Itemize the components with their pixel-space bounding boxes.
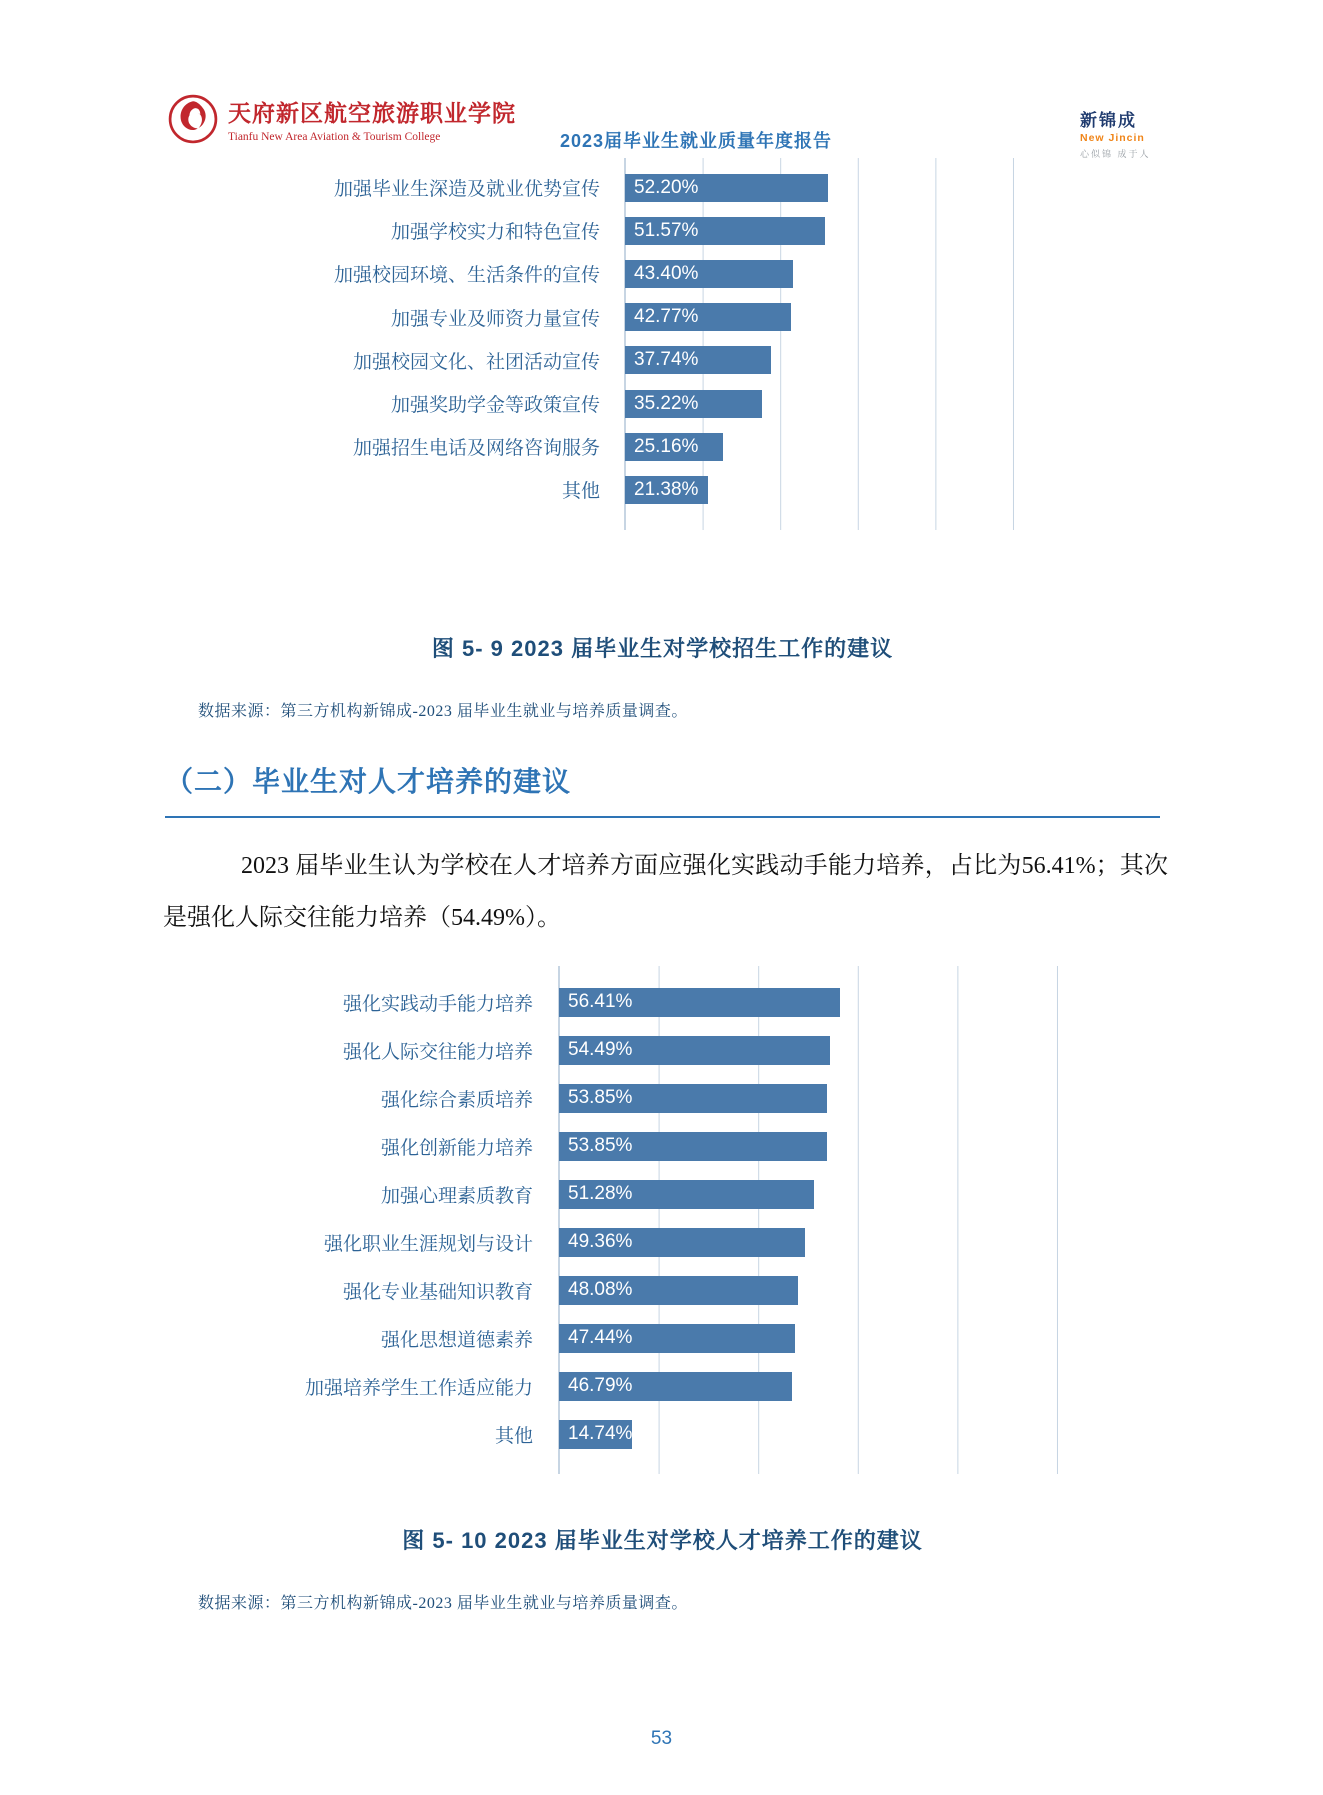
body-paragraph: 2023 届毕业生认为学校在人才培养方面应强化实践动手能力培养，占比为56.41%；其次是强化人际交往能力培养（54.49%）。 — [163, 853, 1168, 931]
brand-name-en: New Jincin — [1080, 132, 1145, 144]
bar-value-label: 35.22% — [634, 392, 699, 414]
category-label: 加强校园环境、生活条件的宣传 — [333, 265, 600, 287]
bar — [559, 1324, 795, 1353]
bar — [625, 303, 791, 331]
bar-row — [625, 382, 1013, 425]
bar-value-label: 53.85% — [568, 1135, 633, 1156]
bar — [559, 1132, 827, 1161]
college-name-cn: 天府新区航空旅游职业学院 — [228, 101, 516, 126]
bar-row — [559, 1026, 1057, 1074]
bar — [559, 1372, 792, 1401]
category-label: 强化创新能力培养 — [380, 1137, 533, 1159]
bar-value-label: 49.36% — [568, 1231, 633, 1252]
bar-value-label: 51.57% — [634, 219, 699, 241]
category-label: 加强校园文化、社团活动宣传 — [352, 351, 600, 373]
college-name-en: Tianfu New Area Aviation & Tourism College — [228, 131, 441, 143]
bar-value-label: 56.41% — [568, 991, 633, 1012]
bar-row — [625, 209, 1013, 252]
category-label: 加强奖助学金等政策宣传 — [390, 395, 600, 417]
figure-5-9-caption: 图 5- 9 2023 届毕业生对学校招生工作的建议 — [431, 636, 894, 661]
category-label: 其他 — [561, 481, 600, 503]
bar-row — [625, 339, 1013, 382]
bar-value-label: 46.79% — [568, 1375, 633, 1396]
bar-row — [625, 296, 1013, 339]
bar — [559, 1180, 814, 1209]
bar — [625, 346, 771, 374]
bar-row — [559, 1074, 1057, 1122]
bar-value-label: 47.44% — [568, 1327, 633, 1348]
bar-row — [625, 166, 1013, 209]
category-label: 加强招生电话及网络咨询服务 — [352, 438, 600, 460]
category-label: 强化实践动手能力培养 — [342, 993, 533, 1015]
bar-row — [559, 1362, 1057, 1410]
bar-value-label: 53.85% — [568, 1087, 633, 1108]
bar-row — [625, 425, 1013, 468]
bar-value-label: 51.28% — [568, 1183, 633, 1204]
figure-5-10-caption: 图 5- 10 2023 届毕业生对学校人才培养工作的建议 — [402, 1528, 923, 1553]
section-heading: （二）毕业生对人才培养的建议 — [165, 766, 572, 797]
bar — [559, 988, 840, 1017]
bar — [559, 1036, 830, 1065]
brand-logo — [1080, 106, 1151, 160]
heading-divider — [165, 816, 1160, 818]
cultivation-chart-plot-area — [558, 966, 1058, 1474]
bar-row — [559, 1218, 1057, 1266]
college-name-block — [228, 95, 516, 143]
bar-value-label: 42.77% — [634, 306, 699, 328]
category-label: 强化专业基础知识教育 — [342, 1281, 533, 1303]
category-label: 强化职业生涯规划与设计 — [323, 1233, 533, 1255]
bar — [625, 260, 793, 288]
admissions-chart-category-labels — [165, 158, 612, 512]
college-phoenix-logo-icon — [168, 94, 218, 144]
bar — [625, 174, 828, 202]
bar-row — [625, 468, 1013, 511]
category-label: 强化思想道德素养 — [380, 1329, 533, 1351]
bar — [625, 390, 762, 418]
category-label: 加强学校实力和特色宣传 — [390, 222, 600, 244]
category-label: 加强心理素质教育 — [380, 1185, 533, 1207]
bar — [625, 433, 723, 461]
bar-row — [559, 1266, 1057, 1314]
category-label: 强化人际交往能力培养 — [342, 1041, 533, 1063]
brand-name-cn: 新锦成 — [1080, 111, 1137, 130]
bar-row — [559, 978, 1057, 1026]
bar — [625, 476, 708, 504]
bar-row — [559, 1170, 1057, 1218]
category-label: 加强专业及师资力量宣传 — [390, 308, 600, 330]
college-header — [168, 94, 516, 144]
category-label: 加强毕业生深造及就业优势宣传 — [333, 179, 600, 201]
report-title: 2023届毕业生就业质量年度报告 — [560, 131, 833, 151]
bar — [559, 1084, 827, 1113]
bar — [625, 217, 825, 245]
bar-value-label: 54.49% — [568, 1039, 633, 1060]
bar-value-label: 14.74% — [568, 1423, 633, 1444]
bar-value-label: 48.08% — [568, 1279, 633, 1300]
data-source-note-1: 数据来源：第三方机构新锦成-2023 届毕业生就业与培养质量调查。 — [198, 703, 688, 720]
bar — [559, 1228, 805, 1257]
bar — [559, 1276, 798, 1305]
bar-row — [559, 1314, 1057, 1362]
bar-value-label: 43.40% — [634, 262, 699, 284]
bar-value-label: 25.16% — [634, 435, 699, 457]
cultivation-chart-category-labels — [165, 966, 545, 1458]
data-source-note-2: 数据来源：第三方机构新锦成-2023 届毕业生就业与培养质量调查。 — [198, 1595, 688, 1612]
bar-value-label: 52.20% — [634, 176, 699, 198]
bar-row — [559, 1122, 1057, 1170]
page-number: 53 — [650, 1728, 673, 1749]
bar-row — [559, 1410, 1057, 1458]
category-label: 其他 — [494, 1425, 533, 1447]
bar-value-label: 37.74% — [634, 349, 699, 371]
brand-slogan: 心似锦 成于人 — [1080, 149, 1151, 159]
bar-row — [625, 252, 1013, 295]
bar — [559, 1420, 632, 1449]
bar-value-label: 21.38% — [634, 478, 699, 500]
category-label: 加强培养学生工作适应能力 — [304, 1377, 533, 1399]
admissions-chart-plot-area — [624, 158, 1014, 530]
category-label: 强化综合素质培养 — [380, 1089, 533, 1111]
